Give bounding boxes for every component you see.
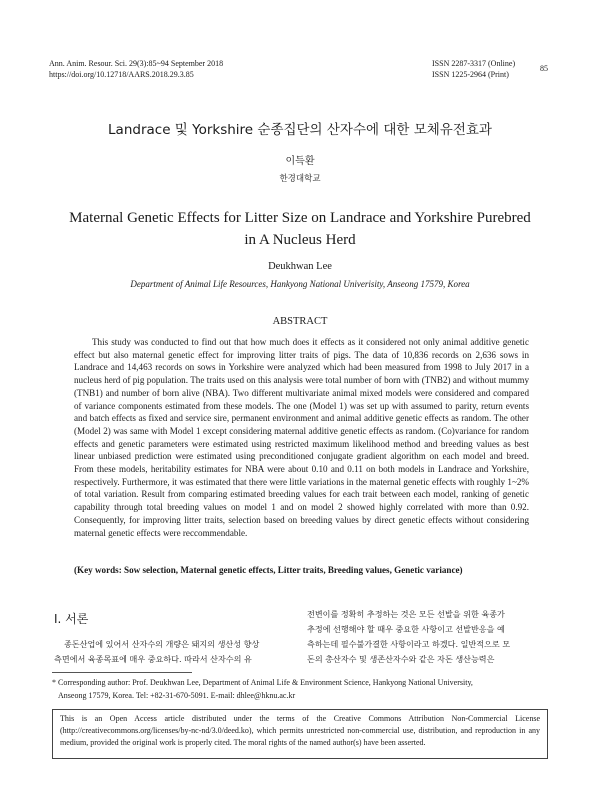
right-column-line: 추정에 선행해야 할 때우 중요한 사항이고 선발반응을 예: [307, 624, 505, 634]
right-column-line: 전변이를 정확히 추정하는 것은 모든 선발을 위한 육종가: [307, 609, 505, 619]
issn-print: ISSN 1225-2964 (Print): [432, 69, 509, 79]
english-affiliation: Department of Animal Life Resources, Hankyong National Univerisity, Anseong 17579, Korea: [130, 279, 470, 289]
abstract-body: This study was conducted to find out that how much does it effects as it considered not only animal additive genetic effect but also maternal genetic effect for improving litter traits of pigs. The data of 10,836 records on 2,636 sows in Landrace and 14,463 records on sows in Yorkshire were analyzed which had been measured from 1998 to July 2017 in a nucleus herd of pig population. The traits used on this analysis were total number of born with (TNB2) and without mummy (TNB1) and number of born alive (NBA). Two different multivariate animal mixed models were considered and compared of variance components estimated from these models. The one (Model 1) was set up with assumed to parity, return events and batch effects as fixed and service sire, permanent environment and animal additive genetic effects as random. The other (Model 2) was same with Model 1 except considering maternal additive genetic effects as random. (Co)variance for random effects and genetic parameters were estimated using restricted maximum likelihood method and breeding values as best linear unbiased prediction were estimated using preconditioned conjugate gradient algorithm on each model and breed. From these models, heritability estimates for NBA were about 0.10 and 0.11 on both models in Landrace and Yorkshire, respectively. Furthermore, it was estimated that there were little variations in the maternal genetic effects with roughly 1~2% of total variation. Result from comparing estimated breeding values for each trait between each model, ranking of genetic capability through total breeding values on model 1 and on model 2 showed highly correlated with more than 0.92. Consequently, for improving litter traits, selection based on breeding values by direct genetic effects without considering maternal genetic effects were reccommendable.: [74, 337, 529, 538]
corresponding-author-footnote: [52, 676, 552, 702]
issn-block: [432, 59, 515, 80]
left-column-line: 측면에서 육종목표에 매우 중요하다. 따라서 산자수의 유: [54, 654, 252, 664]
english-title: [40, 207, 560, 251]
footnote-line2: Anseong 17579, Korea. Tel: +82-31-670-5091. E-mail: dhlee@hknu.ac.kr: [58, 691, 296, 700]
footnote-line1: * Corresponding author: Prof. Deukhwan Lee, Department of Animal Life & Environment Science, Hankyong National University,: [52, 678, 473, 687]
right-column-line: 돈의 총산자수 및 생존산자수와 같은 자돈 생산능력은: [307, 654, 495, 664]
english-author: Deukhwan Lee: [268, 261, 332, 272]
page-number: 85: [540, 64, 548, 73]
abstract-heading: ABSTRACT: [272, 316, 328, 327]
license-notice: This is an Open Access article distributed under the terms of the Creative Commons Attribution Non-Commercial License (http://creativecommons.org/licenses/by-nc-nd/3.0/deed.ko), which permits unrestricted non-commercial use, distribution, and reproduction in any medium, provided the original work is properly cited. The moral rights of the named author(s) have been asserted.: [52, 709, 548, 759]
issn-online: ISSN 2287-3317 (Online): [432, 59, 516, 68]
korean-affiliation: 한경대학교: [279, 174, 321, 184]
english-title-line2: in A Nucleus Herd: [244, 232, 356, 248]
english-title-line1: Maternal Genetic Effects for Litter Size on Landrace and Yorkshire Purebred: [69, 210, 531, 226]
right-column-line: 측하는데 필수불가결한 사항이라고 하겠다. 일반적으로 모: [307, 639, 511, 649]
korean-title: Landrace 및 Yorkshire 순종집단의 산자수에 대한 모체유전효과: [108, 122, 492, 138]
korean-author: 이득환: [285, 156, 315, 167]
journal-citation: [49, 59, 223, 80]
left-column-line: 종돈산업에 있어서 산자수의 개량은 돼지의 생산성 향상: [64, 639, 260, 649]
section-heading-introduction: Ⅰ. 서론: [54, 612, 89, 626]
journal-volume-line: Ann. Anim. Resour. Sci. 29(3):85~94 September 2018: [49, 59, 224, 68]
footnote-rule: [52, 672, 192, 673]
keywords: (Key words: Sow selection, Maternal genetic effects, Litter traits, Breeding values, Genetic variance): [74, 565, 463, 575]
doi-link[interactable]: https://doi.org/10.12718/AARS.2018.29.3.85: [49, 69, 194, 79]
